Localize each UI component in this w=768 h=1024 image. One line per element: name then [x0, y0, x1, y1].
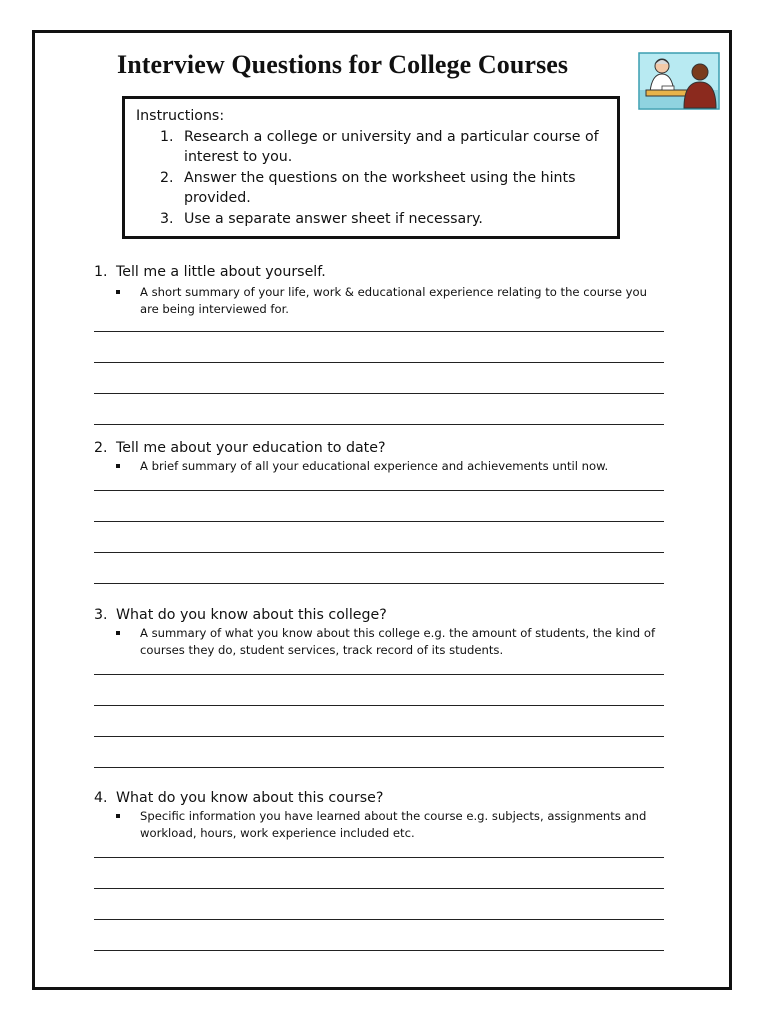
bullet-icon: [116, 631, 120, 635]
step-number: 2.: [160, 169, 174, 186]
question-number: 2.: [94, 440, 108, 456]
question-text: Tell me about your education to date?: [116, 440, 386, 456]
hint-text: A summary of what you know about this college e.g. the amount of students, the kind of courses they do, student services, track record of its students.: [140, 626, 656, 657]
answer-line[interactable]: [94, 857, 664, 858]
instruction-step: [136, 209, 607, 230]
instructions-list: [136, 127, 607, 230]
answer-line[interactable]: [94, 950, 664, 951]
step-text: Use a separate answer sheet if necessary.: [184, 210, 483, 227]
step-number: 3.: [160, 210, 174, 227]
question-number: 4.: [94, 790, 108, 806]
answer-line[interactable]: [94, 888, 664, 889]
question-heading: [94, 788, 664, 808]
instructions-heading: Instructions:: [136, 108, 225, 124]
answer-line[interactable]: [94, 521, 664, 522]
hint-text: Specific information you have learned about the course e.g. subjects, assignments and workload, hours, work experience included etc.: [140, 809, 647, 840]
question-hint: [94, 458, 664, 475]
bullet-icon: [116, 290, 120, 294]
hint-text: A short summary of your life, work & educational experience relating to the course you are being interviewed for.: [140, 285, 647, 316]
instruction-step: [136, 168, 607, 209]
answer-line[interactable]: [94, 490, 664, 491]
question-number: 1.: [94, 264, 108, 280]
question-block: [94, 605, 664, 659]
bullet-icon: [116, 814, 120, 818]
answer-line[interactable]: [94, 393, 664, 394]
question-heading: [94, 605, 664, 625]
page-title: Interview Questions for College Courses: [117, 50, 569, 79]
step-text: Research a college or university and a particular course of interest to you.: [184, 128, 599, 166]
hint-text: A brief summary of all your educational experience and achievements until now.: [140, 459, 609, 473]
question-hint: [94, 284, 664, 318]
bullet-icon: [116, 464, 120, 468]
answer-line[interactable]: [94, 919, 664, 920]
question-hint: [94, 808, 664, 842]
instructions-box: [122, 96, 620, 239]
step-text: Answer the questions on the worksheet using the hints provided.: [184, 169, 576, 207]
question-text: Tell me a little about yourself.: [116, 264, 326, 280]
answer-line[interactable]: [94, 424, 664, 425]
answer-line[interactable]: [94, 362, 664, 363]
question-hint: [94, 625, 664, 659]
question-text: What do you know about this college?: [116, 607, 387, 623]
question-number: 3.: [94, 607, 108, 623]
answer-line[interactable]: [94, 767, 664, 768]
question-heading: [94, 262, 664, 282]
answer-line[interactable]: [94, 736, 664, 737]
instruction-step: [136, 127, 607, 168]
answer-line[interactable]: [94, 552, 664, 553]
question-block: [94, 262, 664, 318]
question-heading: [94, 438, 664, 458]
answer-line[interactable]: [94, 705, 664, 706]
answer-line[interactable]: [94, 583, 664, 584]
answer-line[interactable]: [94, 331, 664, 332]
step-number: 1.: [160, 128, 174, 145]
question-block: [94, 788, 664, 842]
question-block: [94, 438, 664, 475]
question-text: What do you know about this course?: [116, 790, 384, 806]
answer-line[interactable]: [94, 674, 664, 675]
interview-clipart-icon: [638, 52, 720, 110]
